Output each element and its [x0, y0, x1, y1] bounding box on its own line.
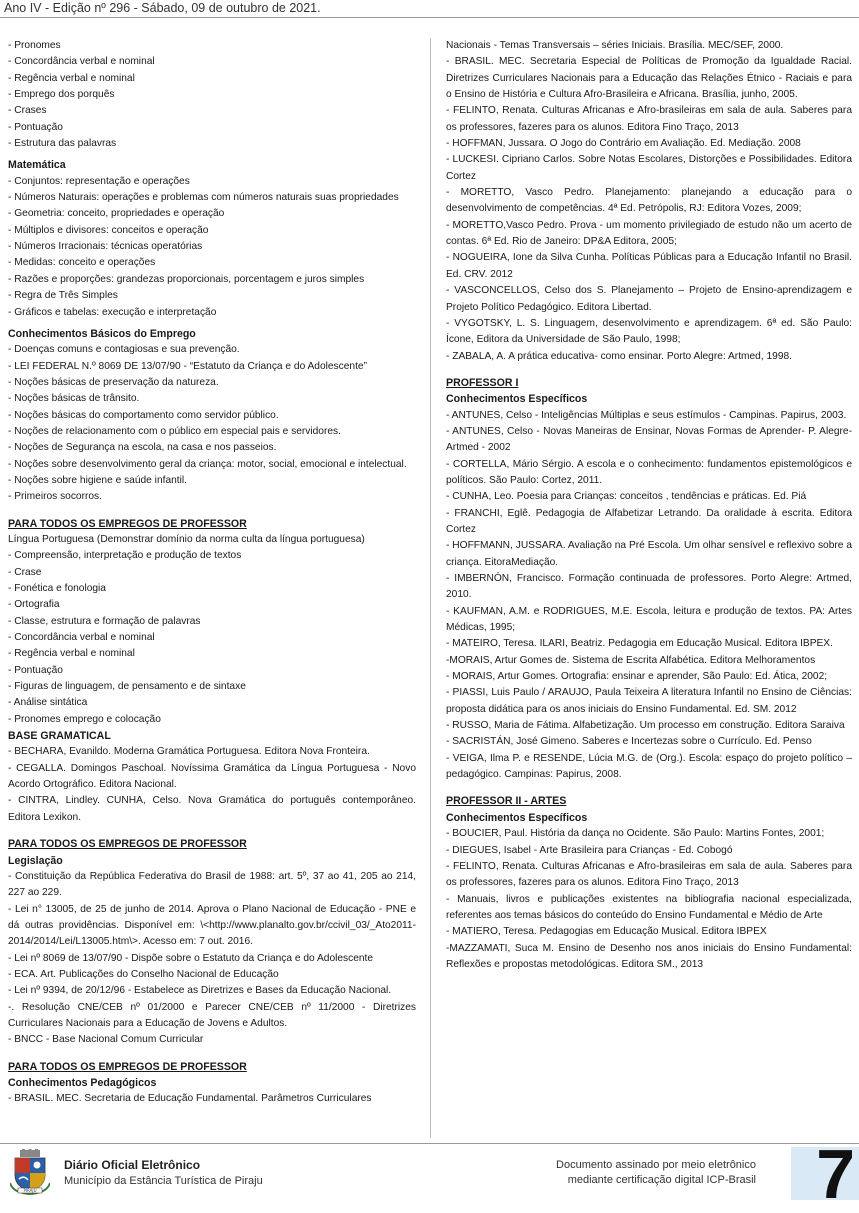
- text-line: - Pontuação: [8, 121, 63, 133]
- text-line: - VEIGA, Ilma P. e RESENDE, Lúcia M.G. de (Org.). Escola: espaço do projeto político – pedagógico. Campinas: Papirus, 2008.: [446, 752, 852, 781]
- text-line: - Medidas: conceito e operações: [8, 257, 156, 269]
- text-line: - Noções básicas de trânsito.: [8, 393, 140, 405]
- section-heading: Conhecimentos Específicos: [446, 393, 588, 406]
- text-line: - CINTRA, Lindley. CUNHA, Celso. Nova Gramática do português contemporâneo. Editora Lexikon.: [8, 795, 416, 823]
- gazette-subtitle: Município da Estância Turística de Piraju: [64, 1175, 263, 1187]
- text-line: - HOFFMAN, Jussara. O Jogo do Contrário em Avaliação. Ed. Mediação. 2008: [446, 138, 801, 150]
- text-line: - Fonética e fonologia: [8, 583, 106, 594]
- section-heading: Matemática: [8, 159, 66, 172]
- text-line: - Noções sobre desenvolvimento geral da criança: motor, social, emocional e intelectual.: [8, 458, 407, 470]
- section-heading: PROFESSOR I: [446, 376, 519, 389]
- text-line: - RUSSO, Maria de Fátima. Alfabetização. Um processo em construção. Editora Saraiva: [446, 720, 845, 732]
- text-line: - ZABALA, A. A prática educativa- como ensinar. Porto Alegre: Artmed, 1998.: [446, 350, 792, 362]
- text-line: - BRASIL. MEC. Secretaria Especial de Políticas de Promoção da Igualdade Racial. Diretrizes Curriculares Nacionais para a Educação das Relações Étnico - Raciais e para o Ensino de História e Cultura Afro-Brasileira e Africana. Brasília, junho, 2005.: [446, 56, 852, 101]
- text-line: Língua Portuguesa (Demonstrar domínio da norma culta da língua portuguesa): [8, 533, 365, 545]
- text-line: - CUNHA, Leo. Poesia para Crianças: conceitos , tendências e práticas. Ed. Piá: [446, 491, 807, 503]
- section-heading: Conhecimentos Básicos do Emprego: [8, 327, 196, 340]
- text-line: - FELINTO, Renata. Culturas Africanas e Afro-brasileiras em sala de aula. Saberes para os professores, fazeres para os alunos. Editora Fino Traço, 2013: [446, 860, 852, 889]
- text-line: - ANTUNES, Celso - Novas Maneiras de Ensinar, Novas Formas de Aprender- P. Alegre- Artmed - 2002: [446, 425, 852, 454]
- section-heading: Conhecimentos Específicos: [446, 811, 588, 824]
- edition-line: Ano IV - Edição nº 296 - Sábado, 09 de outubro de 2021.: [4, 1, 321, 15]
- text-line: - Estrutura das palavras: [8, 138, 117, 150]
- text-line: - CEGALLA. Domingos Paschoal. Novíssima Gramática da Língua Portuguesa - Novo Acordo Ortográfico. Editora Nacional.: [8, 762, 416, 791]
- text-line: - Regência verbal e nominal: [8, 648, 135, 660]
- section-heading: Legislação: [8, 854, 63, 867]
- text-line: - MORAIS, Artur Gomes. Ortografia: ensinar e aprender, São Paulo: Ed. Ática, 2002;: [446, 671, 828, 683]
- text-line: - Gráficos e tabelas: execução e interpretação: [8, 306, 217, 318]
- text-line: - Crase: [8, 566, 42, 578]
- text-line: - Geometria: conceito, propriedades e operação: [8, 208, 225, 220]
- text-line: - Pronomes emprego e colocação: [8, 713, 161, 725]
- text-line: - Lei nº 8069 de 13/07/90 - Dispõe sobre o Estatuto da Criança e do Adolescente: [8, 952, 374, 964]
- text-line: - Razões e proporções: grandezas proporcionais, porcentagem e juros simples: [8, 273, 365, 285]
- page-header: [0, 0, 859, 18]
- signature-note-line2: mediante certificação digital ICP-Brasil: [567, 1174, 756, 1186]
- municipal-crest-icon: [10, 1149, 50, 1195]
- text-line: - Regência verbal e nominal: [8, 72, 135, 84]
- text-line: - Concordância verbal e nominal: [8, 632, 155, 644]
- text-line: - Noções básicas de preservação da natureza.: [8, 376, 219, 388]
- section-heading: PARA TODOS OS EMPREGOS DE PROFESSOR: [8, 517, 247, 530]
- text-line: - LUCKESI. Cipriano Carlos. Sobre Notas Escolares, Distorções e Possibilidades. Editora Cortez: [446, 154, 852, 182]
- text-line: - Ortografia: [8, 599, 60, 611]
- text-line: - Lei nº 9394, de 20/12/96 - Estabelece as Diretrizes e Bases da Educação Nacional.: [8, 985, 392, 997]
- text-line: -. Resolução CNE/CEB nº 01/2000 e Parecer CNE/CEB nº 11/2000 - Diretrizes Curriculares Nacionais para a Educação de Jovens e Adultos.: [8, 1001, 416, 1029]
- header-rule: [0, 17, 859, 18]
- text-line: - Análise sintática: [8, 697, 88, 709]
- text-line: - Concordância verbal e nominal: [8, 56, 155, 68]
- signature-note-line1: Documento assinado por meio eletrônico: [556, 1159, 756, 1171]
- text-line: - CORTELLA, Mário Sérgio. A escola e o conhecimento: fundamentos epistemológicos e políticos. São Paulo: Cortez, 2011.: [446, 458, 852, 486]
- text-line: - ANTUNES, Celso - Inteligências Múltiplas e seus estímulos - Campinas. Papirus, 2003.: [446, 409, 847, 421]
- section-heading: Conhecimentos Pedagógicos: [8, 1076, 157, 1089]
- text-line: - MORETTO, Vasco Pedro. Planejamento: planejando a educação para o desenvolvimento de competências. 4ª Ed. Petrópolis, RJ: Editora Vozes, 2009;: [446, 187, 852, 215]
- text-line: -MORAIS, Artur Gomes de. Sistema de Escrita Alfabética. Editora Melhoramentos: [446, 654, 816, 666]
- section-heading: PARA TODOS OS EMPREGOS DE PROFESSOR: [8, 1060, 247, 1073]
- text-line: - Manuais, livros e publicações existentes na bibliografia nacional especializada, referentes aos temas básicos do conteúdo do Ensino Fundamental e Médio de Arte: [446, 893, 852, 921]
- text-line: - FELINTO, Renata. Culturas Africanas e Afro-brasileiras em sala de aula. Saberes para os professores, fazeres para os alunos. Editora Fino Traço, 2013: [446, 105, 852, 133]
- section-heading: PARA TODOS OS EMPREGOS DE PROFESSOR: [8, 838, 247, 851]
- text-line: - MORETTO,Vasco Pedro. Prova - um momento privilegiado de estudo não um acerto de contas. 6ª Ed. Rio de Janeiro: DP&A Editora, 2005;: [446, 219, 852, 248]
- text-line: - Figuras de linguagem, de pensamento e de sintaxe: [8, 681, 246, 693]
- text-line: - DIEGUES, Isabel - Arte Brasileira para Crianças - Ed. Cobogó: [446, 844, 733, 856]
- text-line: - Lei n° 13005, de 25 de junho de 2014. Aprova o Plano Nacional de Educação - PNE e dá outras providências. Disponível em: \<http://www.planalto.gov.br/ccivil_03/_Ato2011- 2014/2014/Lei/L13005.htm\>. Acesso em: 7 out. 2016.: [8, 903, 416, 948]
- section-heading: PROFESSOR II - ARTES: [446, 795, 567, 808]
- text-line: - Regra de Três Simples: [8, 290, 118, 302]
- text-line: - HOFFMANN, JUSSARA. Avaliação na Pré Escola. Um olhar sensível e reflexivo sobre a criança. EitoraMediação.: [446, 540, 852, 568]
- text-line: - VASCONCELLOS, Celso dos S. Planejamento – Projeto de Ensino-aprendizagem e Projeto Político Pedagógico. Editora Libertad.: [446, 285, 852, 313]
- text-line: - BOUCIER, Paul. História da dança no Ocidente. São Paulo: Martins Fontes, 2001;: [446, 828, 825, 840]
- footer-rule: [0, 1143, 859, 1144]
- column-divider: [430, 38, 431, 1138]
- text-line: - SACRISTÁN, José Gimeno. Saberes e Incertezas sobre o Currículo. Ed. Penso: [446, 736, 812, 748]
- text-line: - Noções de Segurança na escola, na casa e nos passeios.: [8, 442, 277, 454]
- text-line: - ECA. Art. Publicações do Conselho Nacional de Educação: [8, 968, 279, 980]
- text-line: - BRASIL. MEC. Secretaria de Educação Fundamental. Parâmetros Curriculares: [8, 1093, 372, 1105]
- text-line: - Múltiplos e divisores: conceitos e operação: [8, 224, 209, 236]
- text-line: - Emprego dos porquês: [8, 89, 115, 101]
- left-column: [8, 38, 416, 1108]
- text-line: - BNCC - Base Nacional Comum Curricular: [8, 1034, 204, 1046]
- text-line: - Pontuação: [8, 664, 63, 676]
- section-heading: BASE GRAMATICAL: [8, 730, 111, 743]
- text-line: - FRANCHI, Eglê. Pedagogia de Alfabetizar Letrando. Da oralidade à escrita. Editora Cortez: [446, 507, 852, 535]
- page-footer: [0, 1135, 859, 1213]
- text-line: - LEI FEDERAL N.º 8069 DE 13/07/90 - “Estatuto da Criança e do Adolescente”: [8, 360, 367, 372]
- text-line: - BECHARA, Evanildo. Moderna Gramática Portuguesa. Editora Nova Fronteira.: [8, 746, 370, 758]
- text-line: -MAZZAMATI, Suca M. Ensino de Desenho nos anos iniciais do Ensino Fundamental: Reflexões e propostas metodológicas. Editora SM., 2013: [446, 942, 852, 970]
- text-line: - Classe, estrutura e formação de palavras: [8, 615, 201, 627]
- text-line: - Crases: [8, 105, 47, 117]
- text-line: - Números Naturais: operações e problemas com números naturais suas propriedades: [8, 192, 399, 204]
- page-number: 7: [816, 1135, 855, 1213]
- text-line: - Noções de relacionamento com o público em especial pais e servidores.: [8, 425, 341, 437]
- right-column: [446, 38, 852, 973]
- crest-text: PIRAJU: [23, 1188, 37, 1193]
- text-line: - Pronomes: [8, 40, 61, 51]
- text-line: - Compreensão, interpretação e produção de textos: [8, 550, 242, 562]
- text-line: - Noções sobre higiene e saúde infantil.: [8, 474, 187, 486]
- text-line: - Doenças comuns e contagiosas e sua prevenção.: [8, 344, 240, 356]
- text-line: - Números Irracionais: técnicas operatórias: [8, 241, 203, 253]
- text-line: - MATIERO, Teresa. Pedagogias em Educação Musical. Editora IBPEX: [446, 926, 767, 938]
- text-line: - Conjuntos: representação e operações: [8, 175, 190, 187]
- text-line: - Noções básicas do comportamento como servidor público.: [8, 409, 279, 421]
- text-line: Nacionais - Temas Transversais – séries Iniciais. Brasília. MEC/SEF, 2000.: [446, 40, 784, 51]
- text-line: - Constituição da República Federativa do Brasil de 1988: art. 5º, 37 ao 41, 205 ao 214, 227 ao 229.: [8, 870, 416, 899]
- text-line: - NOGUEIRA, Ione da Silva Cunha. Políticas Públicas para a Educação Infantil no Brasil. Ed. CRV. 2012: [446, 252, 852, 280]
- gazette-title: Diário Oficial Eletrônico: [64, 1158, 201, 1172]
- text-line: - KAUFMAN, A.M. e RODRIGUES, M.E. Escola, leitura e produção de textos. PA: Artes Médicas, 1995;: [446, 605, 852, 634]
- text-line: - VYGOTSKY, L. S. Linguagem, desenvolvimento e aprendizagem. 6ª ed. São Paulo: Ícone, Editora da Universidade de São Paulo, 1998;: [446, 317, 852, 346]
- text-line: - IMBERNÓN, Francisco. Formação continuada de professores. Porto Alegre: Artmed, 2010.: [446, 573, 852, 601]
- text-line: - PIASSI, Luis Paulo / ARAUJO, Paula Teixeira A literatura Infantil no Ensino de Ciências: proposta didática para os anos iniciais do Ensino Fundamental. Ed. SM. 2012: [446, 687, 852, 715]
- text-line: - MATEIRO, Teresa. ILARI, Beatriz. Pedagogia em Educação Musical. Editora IBPEX.: [446, 638, 833, 650]
- text-line: - Primeiros socorros.: [8, 491, 102, 503]
